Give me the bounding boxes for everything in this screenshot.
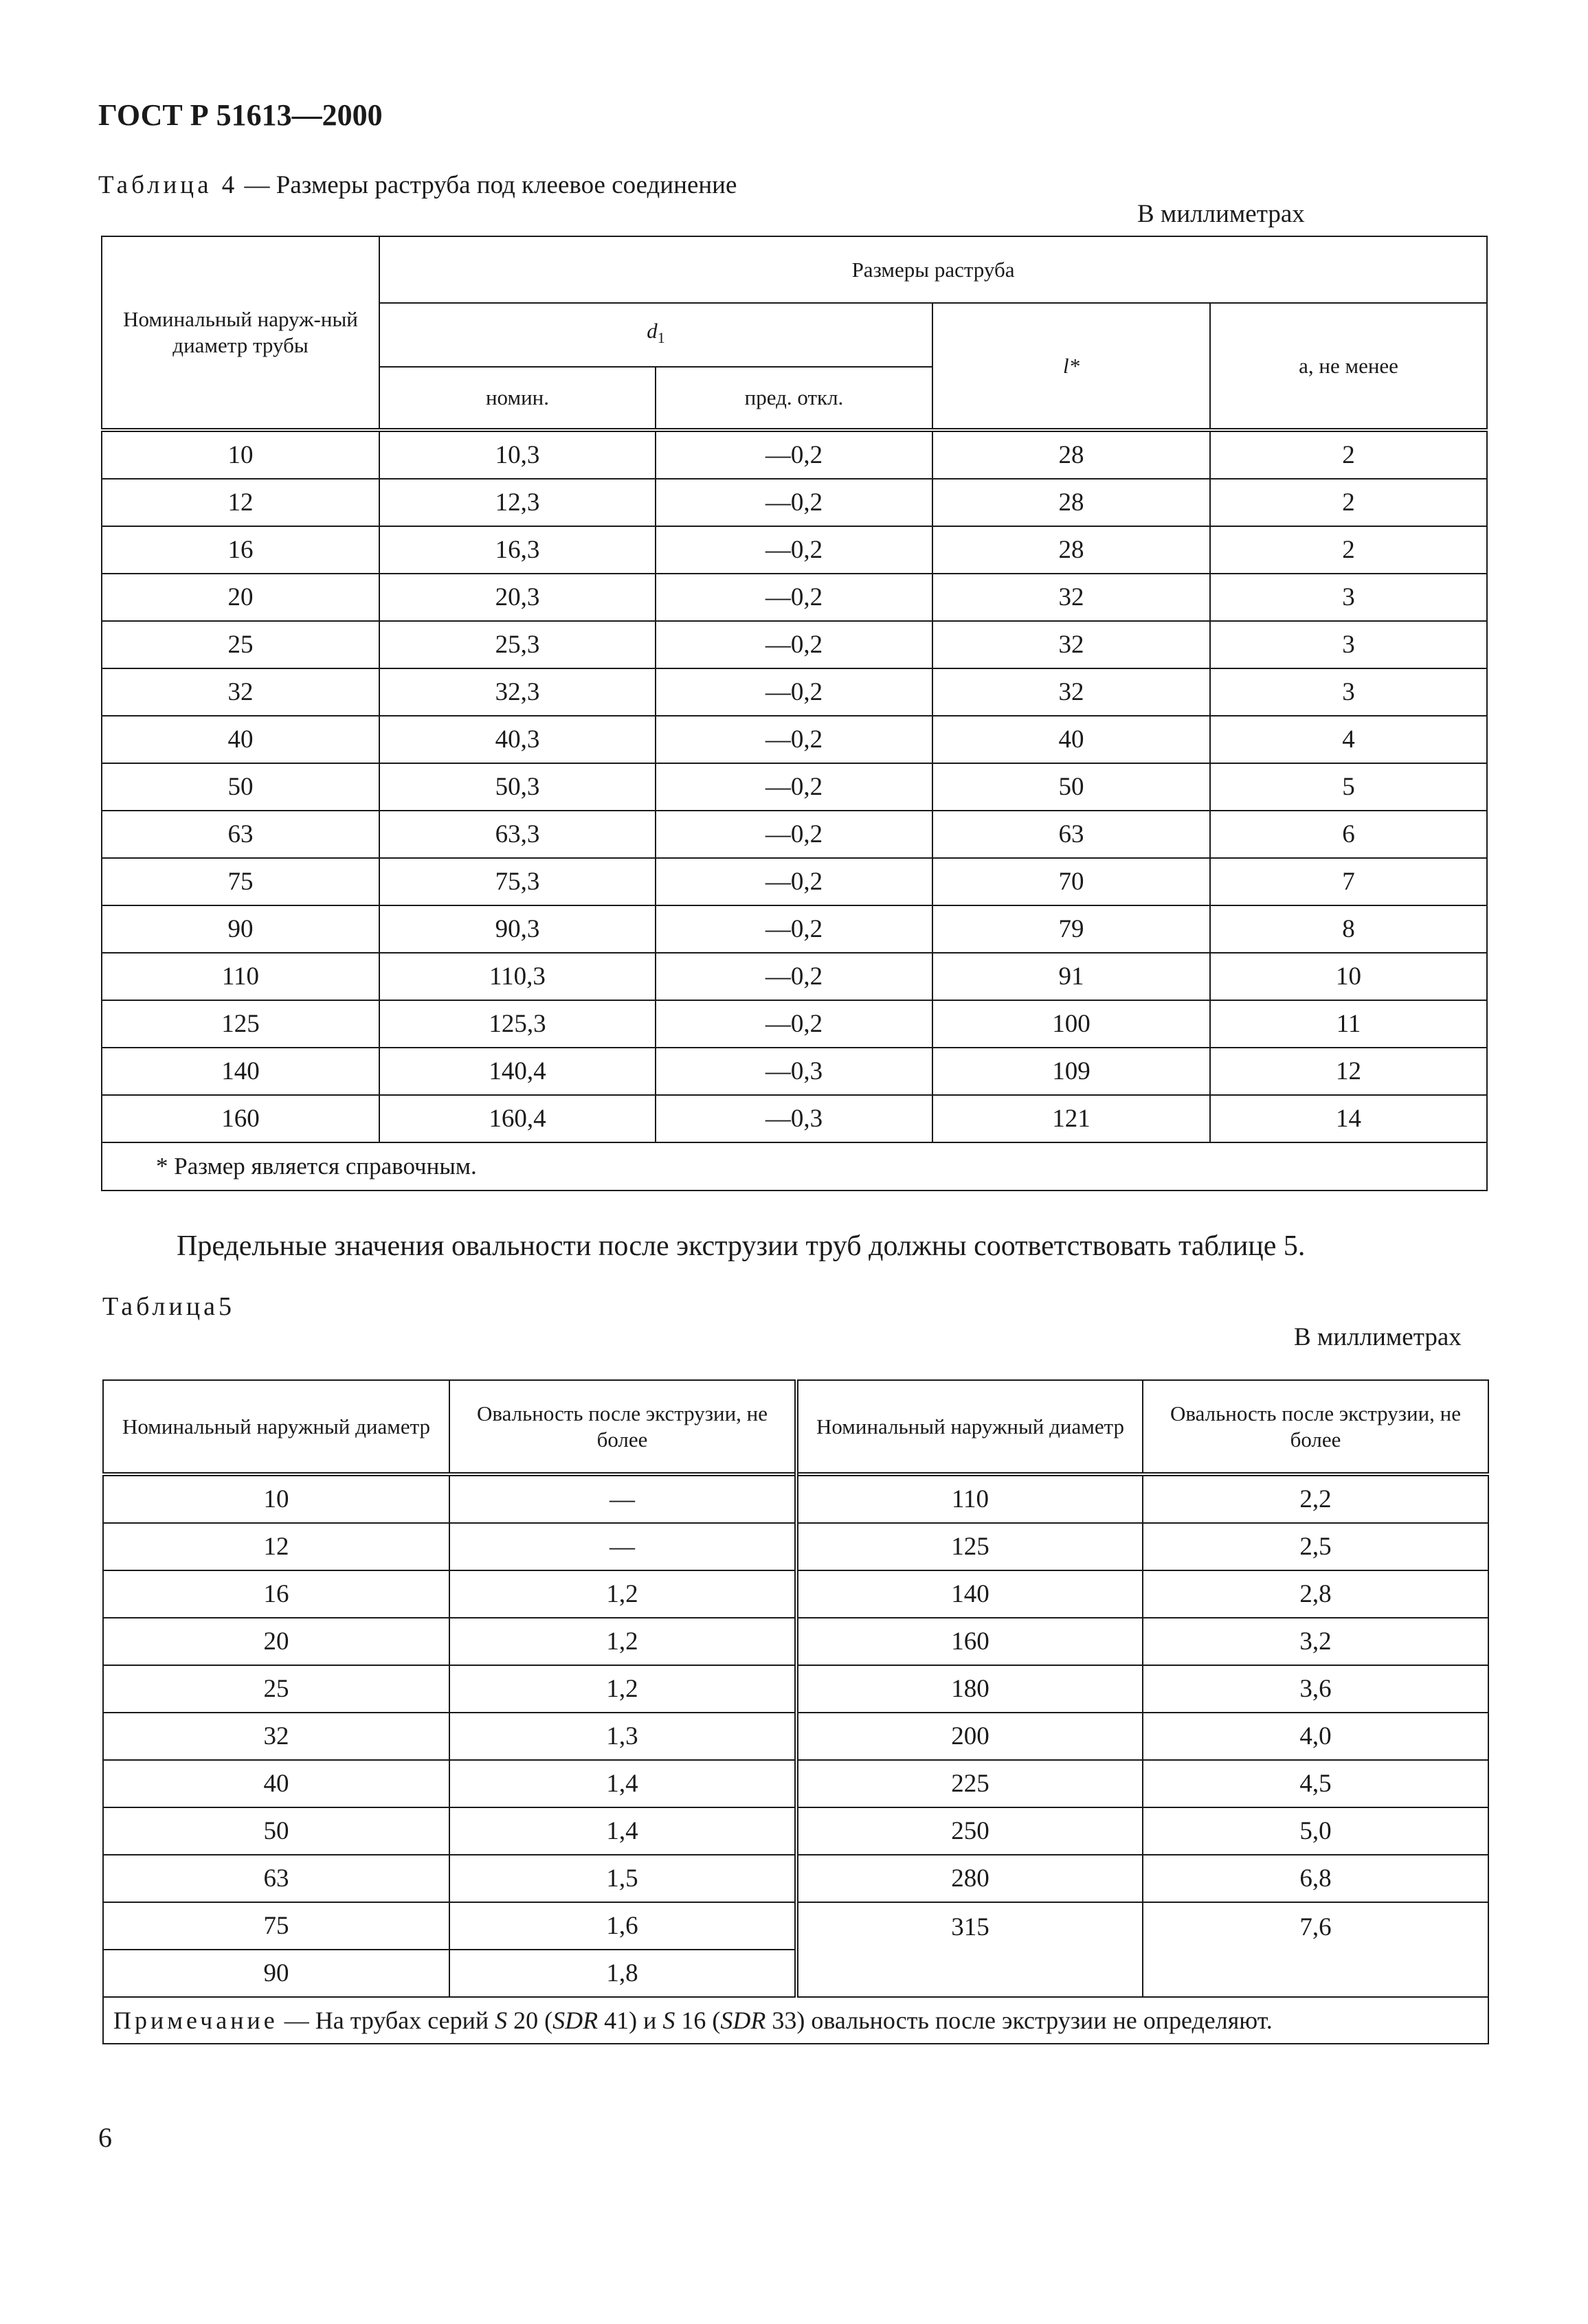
- table-cell: 16: [103, 1570, 449, 1618]
- table-cell: 63: [103, 1855, 449, 1902]
- table-row: [102, 858, 1487, 905]
- table-cell: 79: [932, 905, 1210, 953]
- table-cell: 160,4: [379, 1095, 656, 1142]
- table-row: [102, 668, 1487, 716]
- table-cell: 2: [1210, 430, 1487, 479]
- table-cell: 8: [1210, 905, 1487, 953]
- table-cell: 20: [103, 1618, 449, 1665]
- table-cell: 5,0: [1143, 1807, 1488, 1855]
- table-cell: —0,2: [656, 621, 932, 668]
- table-cell: 40: [103, 1760, 449, 1807]
- note-text: S: [495, 2007, 508, 2034]
- table-row: [103, 1760, 1488, 1807]
- header-nom: номин.: [379, 367, 656, 430]
- header-a: a, не менее: [1210, 303, 1487, 430]
- table-cell: 140: [796, 1570, 1143, 1618]
- table5-caption: [102, 1291, 232, 1322]
- table-cell: 40: [932, 716, 1210, 763]
- table4-caption-label: Таблица 4: [98, 171, 238, 199]
- table-cell: 1,4: [449, 1760, 796, 1807]
- table-cell: 75,3: [379, 858, 656, 905]
- table-cell: —0,2: [656, 858, 932, 905]
- table5-caption-num: 5: [219, 1292, 232, 1321]
- table-cell: 28: [932, 526, 1210, 574]
- table-cell: 1,2: [449, 1665, 796, 1713]
- table-cell: 16,3: [379, 526, 656, 574]
- table-row: [102, 1095, 1487, 1142]
- table-cell: 125: [796, 1523, 1143, 1570]
- table-row: [103, 1570, 1488, 1618]
- note-text: — На трубах серий: [278, 2007, 495, 2034]
- table4: [101, 236, 1488, 1191]
- table-row: [103, 1902, 1488, 1950]
- page-number: 6: [98, 2122, 112, 2153]
- header-nominal-diameter: Номинальный наруж-ный диаметр трубы: [102, 236, 379, 430]
- table-cell: —0,2: [656, 526, 932, 574]
- table-cell: 10: [102, 430, 379, 479]
- table-cell: 180: [796, 1665, 1143, 1713]
- table-cell: 12: [102, 479, 379, 526]
- table-cell: 90,3: [379, 905, 656, 953]
- table-row: [103, 1474, 1488, 1523]
- d1-subscript: 1: [657, 329, 665, 347]
- table-cell: 11: [1210, 1000, 1487, 1048]
- table-cell: 160: [102, 1095, 379, 1142]
- table-cell: 110: [796, 1474, 1143, 1523]
- table-row: [103, 1618, 1488, 1665]
- table-cell: 50: [103, 1807, 449, 1855]
- note-text: S: [662, 2007, 675, 2034]
- table-row: [102, 526, 1487, 574]
- table-row: [103, 1523, 1488, 1570]
- table-row: [103, 1713, 1488, 1760]
- table-cell: —0,2: [656, 763, 932, 811]
- table-cell: 32: [932, 574, 1210, 621]
- table-row: [103, 1807, 1488, 1855]
- table-row: [103, 1855, 1488, 1902]
- table-cell: 160: [796, 1618, 1143, 1665]
- table5-units: В миллиметрах: [1294, 1323, 1462, 1351]
- table4-caption-text: — Размеры раструба под клеевое соединение: [238, 171, 737, 199]
- table-cell: 7: [1210, 858, 1487, 905]
- table-cell: 280: [796, 1855, 1143, 1902]
- table-cell: 1,5: [449, 1855, 796, 1902]
- table-cell: 250: [796, 1807, 1143, 1855]
- table-cell: 3,6: [1143, 1665, 1488, 1713]
- header-ovality-right: Овальность после экструзии, не более: [1143, 1380, 1488, 1474]
- table-cell: 90: [102, 905, 379, 953]
- table-cell: 40,3: [379, 716, 656, 763]
- table-cell: —0,3: [656, 1048, 932, 1095]
- table-cell: —: [449, 1474, 796, 1523]
- table5-note-row: [103, 1997, 1488, 2044]
- table-cell: 6: [1210, 811, 1487, 858]
- table-row: [102, 811, 1487, 858]
- table-row: [102, 953, 1487, 1000]
- table-cell: 2,2: [1143, 1474, 1488, 1523]
- body-paragraph: Предельные значения овальности после экструзии труб должны соответствовать таблице 5.: [177, 1230, 1306, 1262]
- table-cell: 32,3: [379, 668, 656, 716]
- table-cell: 12,3: [379, 479, 656, 526]
- table-cell: 3: [1210, 668, 1487, 716]
- header-nominal-diameter-right: Номинальный наружный диаметр: [796, 1380, 1143, 1474]
- table-cell: 25: [103, 1665, 449, 1713]
- table-cell: 110: [102, 953, 379, 1000]
- header-d1: [379, 303, 932, 367]
- table-cell: 125,3: [379, 1000, 656, 1048]
- table-cell: 16: [102, 526, 379, 574]
- table-cell: —0,2: [656, 811, 932, 858]
- table4-units: В миллиметрах: [1137, 200, 1305, 228]
- table-row: [103, 1665, 1488, 1713]
- table-cell: —0,2: [656, 905, 932, 953]
- table-cell: 1,3: [449, 1713, 796, 1760]
- table-cell: 1,6: [449, 1902, 796, 1950]
- table-cell: —0,2: [656, 479, 932, 526]
- table-cell: 50,3: [379, 763, 656, 811]
- table-row: [102, 1048, 1487, 1095]
- table4-caption: [98, 170, 737, 200]
- table-cell: 140: [102, 1048, 379, 1095]
- table-cell: —0,2: [656, 716, 932, 763]
- table-cell: 40: [102, 716, 379, 763]
- table-row: [102, 1000, 1487, 1048]
- table-row: [102, 621, 1487, 668]
- table-cell: 6,8: [1143, 1855, 1488, 1902]
- table-cell: 63: [932, 811, 1210, 858]
- table-cell: 28: [932, 479, 1210, 526]
- table4-footnote-row: [102, 1142, 1487, 1191]
- table-cell: —0,2: [656, 953, 932, 1000]
- table-cell: 10,3: [379, 430, 656, 479]
- table5: [102, 1379, 1489, 2044]
- table-cell: 1,8: [449, 1950, 796, 1997]
- table-cell: 12: [1210, 1048, 1487, 1095]
- table-cell: 315: [796, 1902, 1143, 1997]
- table-cell: 2,5: [1143, 1523, 1488, 1570]
- table-cell: 32: [932, 621, 1210, 668]
- table-cell: —0,2: [656, 430, 932, 479]
- table-cell: 1,2: [449, 1570, 796, 1618]
- table-cell: 109: [932, 1048, 1210, 1095]
- header-nominal-diameter-left: Номинальный наружный диаметр: [103, 1380, 449, 1474]
- table-cell: 2: [1210, 479, 1487, 526]
- table-row: [102, 716, 1487, 763]
- table-cell: —: [449, 1523, 796, 1570]
- table-cell: 20: [102, 574, 379, 621]
- table-cell: 125: [102, 1000, 379, 1048]
- table-cell: 1,4: [449, 1807, 796, 1855]
- table-cell: 20,3: [379, 574, 656, 621]
- table-cell: 50: [102, 763, 379, 811]
- table-cell: 7,6: [1143, 1902, 1488, 1997]
- table-cell: 10: [103, 1474, 449, 1523]
- table-cell: 50: [932, 763, 1210, 811]
- table-cell: 110,3: [379, 953, 656, 1000]
- table-cell: 28: [932, 430, 1210, 479]
- note-text: 20 (: [507, 2007, 553, 2034]
- table5-caption-label: Таблица: [102, 1292, 219, 1321]
- table-cell: 90: [103, 1950, 449, 1997]
- table-cell: 32: [103, 1713, 449, 1760]
- header-ovality-left: Овальность после экструзии, не более: [449, 1380, 796, 1474]
- note-label: Примечание: [113, 2007, 278, 2034]
- table-row: [102, 763, 1487, 811]
- table-cell: 140,4: [379, 1048, 656, 1095]
- table-cell: 100: [932, 1000, 1210, 1048]
- table-cell: —0,2: [656, 574, 932, 621]
- note-text: SDR: [552, 2007, 599, 2034]
- header-l: l*: [932, 303, 1210, 430]
- d1-symbol: d: [647, 319, 658, 343]
- table-cell: 200: [796, 1713, 1143, 1760]
- table-cell: 225: [796, 1760, 1143, 1807]
- table-cell: 10: [1210, 953, 1487, 1000]
- table-cell: 63: [102, 811, 379, 858]
- table-cell: 91: [932, 953, 1210, 1000]
- table-cell: 3: [1210, 621, 1487, 668]
- table-cell: 3: [1210, 574, 1487, 621]
- table-cell: 4,5: [1143, 1760, 1488, 1807]
- table-cell: 1,2: [449, 1618, 796, 1665]
- table-cell: 3,2: [1143, 1618, 1488, 1665]
- table-cell: —0,3: [656, 1095, 932, 1142]
- table-cell: 32: [932, 668, 1210, 716]
- note-text: 33) овальность после экструзии не определяют.: [765, 2007, 1273, 2034]
- table-cell: 70: [932, 858, 1210, 905]
- table-cell: 4,0: [1143, 1713, 1488, 1760]
- table-row: [102, 574, 1487, 621]
- table-cell: —0,2: [656, 1000, 932, 1048]
- table-cell: 14: [1210, 1095, 1487, 1142]
- table-cell: 121: [932, 1095, 1210, 1142]
- table-cell: 4: [1210, 716, 1487, 763]
- table-cell: 12: [103, 1523, 449, 1570]
- table-cell: 2,8: [1143, 1570, 1488, 1618]
- table-cell: 5: [1210, 763, 1487, 811]
- table5-note: [103, 1997, 1488, 2044]
- table-cell: 32: [102, 668, 379, 716]
- table-cell: —0,2: [656, 668, 932, 716]
- table-cell: 25: [102, 621, 379, 668]
- table-row: [102, 905, 1487, 953]
- note-text: SDR: [720, 2007, 766, 2034]
- table-cell: 2: [1210, 526, 1487, 574]
- table-cell: 63,3: [379, 811, 656, 858]
- table-cell: 75: [103, 1902, 449, 1950]
- header-socket-dimensions: Размеры раструба: [379, 236, 1487, 303]
- table4-footnote: * Размер является справочным.: [102, 1142, 1487, 1191]
- note-text: 16 (: [675, 2007, 721, 2034]
- note-text: 41) и: [598, 2007, 663, 2034]
- document-code: ГОСТ Р 51613—2000: [98, 98, 383, 132]
- table-cell: 25,3: [379, 621, 656, 668]
- table-row: [102, 430, 1487, 479]
- table-cell: 75: [102, 858, 379, 905]
- table-row: [102, 479, 1487, 526]
- header-dev: пред. откл.: [656, 367, 932, 430]
